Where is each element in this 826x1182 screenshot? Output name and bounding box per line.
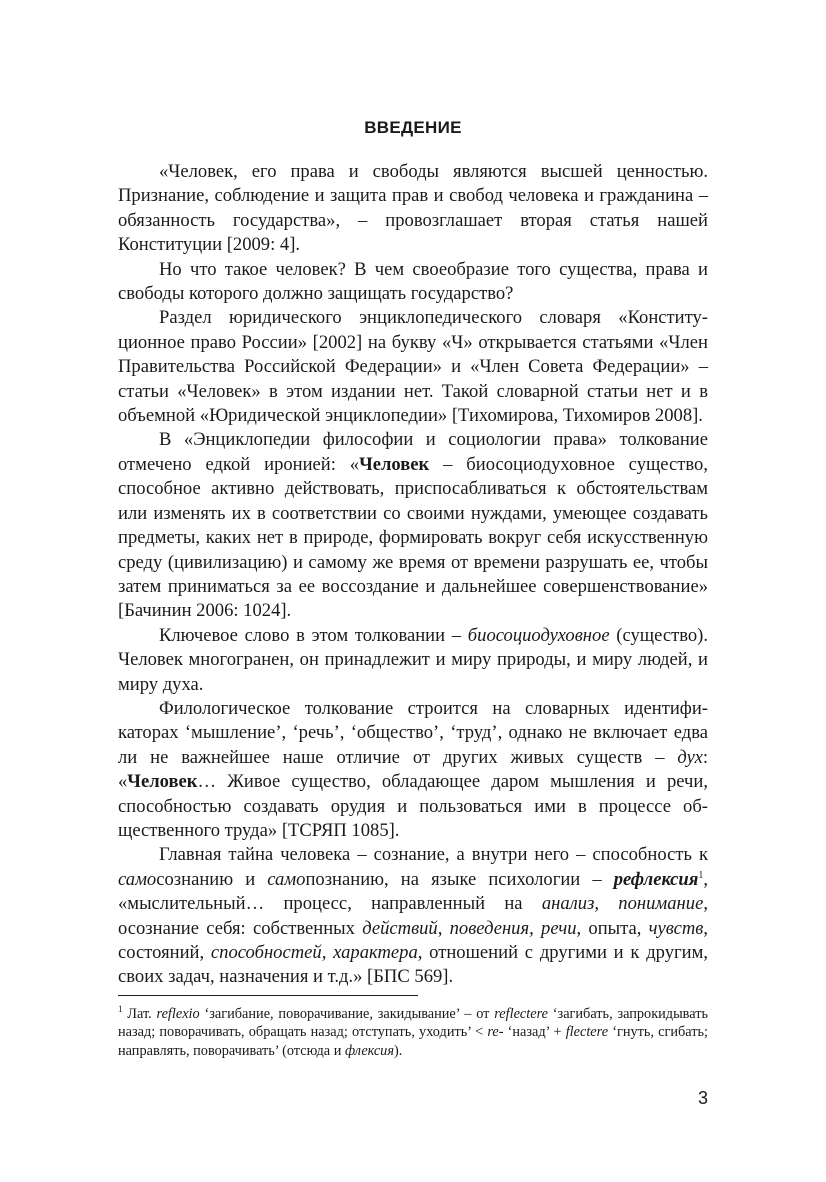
text-run: ‘загибание, поворачивание, закидывание’ – от [199,1006,495,1022]
page-number: 3 [697,1088,708,1108]
text-run: , опыта, [576,917,649,939]
text-run: , отношений с другими и к другим, своих задач, назначения и т.д.» [БПС 569]. [118,942,709,988]
text-run: ). [393,1042,403,1059]
text-run: познанию, на языке психологии – [305,868,614,890]
text-run: … Живое существо, обладающее даром мышления и речи, способностью создавать орудия и пользоваться ими в процессе общественного труда» [ТСРЯП 1085]. [118,771,708,841]
paragraph-2: Но что такое человек? В чем своеобразие того существа, права и свободы которого должно защищать государство? [118,258,708,305]
text-run: ‘загибать, запрокидывать назад; поворачивать, обращать назад; отступать, уходить’ < [118,1006,708,1041]
italic-term: способностей, характера [210,942,418,963]
paragraph-5 [118,624,708,697]
italic-term: дух [677,746,703,768]
paragraph-3: Раздел юридического энциклопедического словаря «Конституционное право России» [2002] на букву «Ч» открывается статьями «Член Правительства Российской Федерации» и «Член Совета Федерации» – статьи «Человек» в этом издании нет. Такой словарной статьи нет и в объемной «Юридической энциклопедии» [Тихомирова, Тихомиров 2008]. [118,307,708,427]
text-run: , состояний, [118,917,708,963]
italic-term: flectere [565,1024,609,1041]
footnote-reference[interactable]: 1 [698,869,704,881]
text-run: ‘гнуть, сгибать; направлять, поворачивать’ (отсюда и [118,1024,708,1059]
text-run: ‘назад’ + [503,1024,566,1041]
bold-term: Человек [359,453,430,475]
text-run: В «Энциклопедии философии и социологии права» толкование отмечено едкой иронией: « [118,429,708,475]
text-run: Главная тайна человека – сознание, а внутри него – способность к [159,844,708,866]
paragraph-6 [118,697,708,843]
text-run: сознанию и [156,868,268,890]
italic-term: действий, поведения, речи [362,917,577,939]
text-run: , «мыслительный… процесс, направленный на [118,868,708,915]
italic-term: биосоциодуховное [467,624,610,646]
paragraph-1: «Человек, его права и свободы являются высшей ценностью. Признание, соблюдение и защита прав и свобод человека и гражданина – обязанность государства», – провозглашает вторая статья нашей Конституции [2009: 4]. [118,161,708,256]
text-run: Филологическое толкование строится на словарных идентификаторах ‘мышление’, ‘речь’, ‘общество’, ‘труд’, однако не включает едва ли не важнейшее наше отличие от других живых существ – [118,697,708,768]
text-run: – биосоциодуховное существо, способное активно действовать, приспосабливаться к обстоятельствам или изменять их в соответствии со своими нуждами, умеющее создавать предметы, каких нет в природе, формировать вокруг себя искусственную среду (цивилизацию) и самому же время от времени разрушать ее, чтобы затем приниматься за ее воссоздание и дальнейшее совершенствование» [Бачинин 2006: 1024]. [118,453,708,622]
text-run: Ключевое слово в этом толковании – [159,624,468,646]
italic-term: само [267,868,306,890]
italic-term: само [118,868,157,890]
italic-term: reflexio [156,1006,200,1022]
paragraph-7 [118,843,708,989]
text-run: : « [118,746,708,793]
italic-term: re- [487,1024,504,1041]
text-run: , осознание себя: собственных [118,893,708,939]
text-run: (существо). Человек многогранен, он принадлежит и миру природы, и миру людей, и миру духа. [118,624,708,695]
page-title: ВВЕДЕНИЕ [364,118,462,137]
italic-term: reflectere [494,1006,548,1022]
italic-term: анализ, понимание [541,893,704,915]
footnote [118,1005,708,1060]
italic-term: чувств [648,917,704,939]
italic-term: флексия [344,1042,394,1059]
paragraph-4 [118,428,708,623]
main-text [118,160,708,990]
footnote-number: 1 [118,1004,123,1015]
text-run: Лат. [122,1006,157,1022]
bold-term: Человек [127,771,198,793]
bold-italic-term: рефлексия [613,868,699,890]
footnote-divider [118,995,418,996]
